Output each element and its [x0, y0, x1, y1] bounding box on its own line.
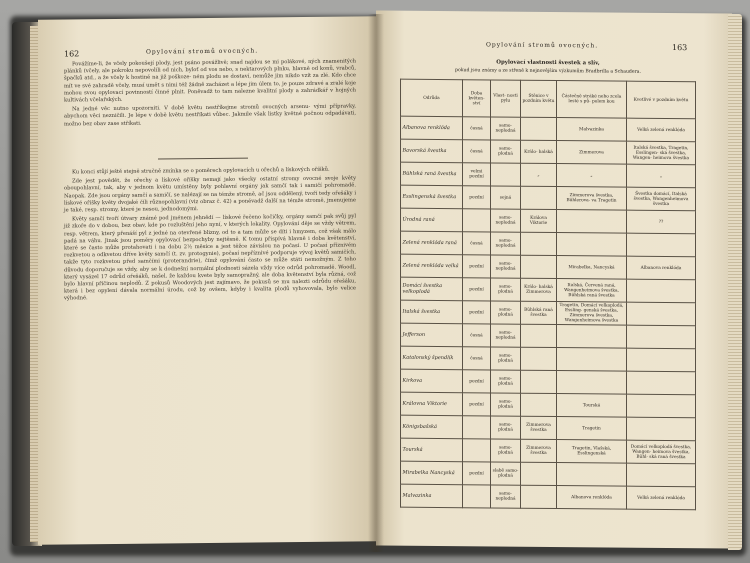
table-cell: [521, 485, 557, 508]
table-row: [401, 277, 696, 303]
table-cell: Tragetin: [557, 417, 627, 441]
table-cell: Italská, Červená raná, Wangenheimova švestka, Bühlská raná švestka: [557, 279, 627, 303]
table-row: [401, 139, 696, 165]
table-row: [401, 162, 696, 188]
left-page: [38, 16, 376, 545]
variety-name-cell: Domácí švestka velkoplodá: [401, 277, 463, 301]
variety-name-cell: Úrodná raná: [401, 208, 463, 232]
table-cell: „: [521, 163, 557, 186]
right-page-edges: [728, 14, 742, 550]
table-cell: Albanova renklóda: [627, 256, 696, 280]
table-cell: [627, 325, 696, 349]
table-cell: [557, 210, 627, 234]
table-row: [401, 461, 696, 487]
table-cell: pozdní: [463, 255, 491, 278]
table-row: [401, 369, 696, 395]
table-cell: samo- plodná: [491, 140, 521, 163]
variety-name-cell: Zelená renklóda raná: [401, 231, 463, 255]
column-header: Stěnice v pozdním květu: [521, 80, 557, 117]
table-cell: Zimmerova švestka: [521, 416, 557, 439]
table-cell: [521, 255, 557, 278]
column-header: Vlast- nosti pylu: [491, 80, 521, 117]
table-cell: Tragetin, Vlašská, Esslingenská: [557, 440, 627, 464]
variety-name-cell: Mirabelka Nancyská: [401, 461, 463, 485]
table-cell: [521, 347, 557, 370]
table-cell: sejná: [491, 186, 521, 209]
table-cell: Králo- halská: [521, 140, 557, 163]
table-cell: samo- neplodná: [491, 255, 521, 278]
table-cell: pozdní: [463, 462, 491, 485]
table-cell: samo- plodná: [491, 439, 521, 462]
variety-name-cell: Albanova renklóda: [401, 116, 463, 140]
variety-name-cell: Královna Viktorie: [401, 392, 463, 416]
pollination-table: [400, 79, 696, 511]
table-cell: [557, 463, 627, 487]
table-cell: časná: [463, 347, 491, 370]
paragraph: Ku konci stůjí ještě stejně stručně zmínka se o poměrech opylovacích u ořechů a lískových oříšků.: [72, 166, 330, 176]
table-cell: Zimmerova švestka, Bühlerova- va Tragetin: [557, 187, 627, 211]
paragraph: Povážíme-li, že včely pokoušejí plody, jest psáno povážlivě; snad najdou se mi polákové, ných znamenitých plánků (včely, ale pokroku nepovolili od nich, byloť od vos nebo, s nektarových plnku, hlavně od konů, vrabců, špačků atd., a že včely k hostině na již poškoze- ném plodu se dostaví, nemůže jim nikdo vzít za zlé. Kdo chce mít ve své zahradě včely, musí umět s nimi též žádně zacházet a lépe jim úlem to, je pouze zdravé a zralé koje mohou svou opylovací povinností činné plnit. Poněvadž to tam nalezne kvalitní plody a zahrádkář v hojných kultivách včelařských.: [64, 58, 356, 104]
table-cell: Domácí velkoplodá švestka, Wangen- heimova švestka, Bühl- ská raná švestka: [627, 440, 696, 464]
table-cell: [491, 163, 521, 186]
table-row: [401, 415, 696, 441]
table-row: [401, 484, 696, 510]
table-cell: pozdní: [463, 370, 491, 393]
table-cell: Mirabelka, Nancyská: [557, 256, 627, 280]
table-row: [401, 208, 696, 234]
paragraph: Zde jest povědět, že ořechy a lískové oříšky nemají jako všecky ostatní stromy ovocné svoje květy oboupohlavní, tak, aby v jednom květu umístěny byly pohlavní orgány jak samčí tak i samičí pohromadě. Naopak. Zde jsou orgány samčí a samičí, se nalézají se na témže stromě, ač jsou oddělený, tvoří tedy ořešáky i lískové oříšky květy dvojaké čili různopohlavní (viz obraz č. 42) a poněvadž další na témže stromě, jmenujeme je také, resp. stromy, které je nesou, jednodomými.: [64, 175, 356, 214]
table-row: [401, 438, 696, 464]
table-cell: [463, 416, 491, 439]
table-cell: pozdní: [463, 278, 491, 301]
table-cell: Zimmerova: [557, 141, 627, 165]
table-cell: [557, 348, 627, 372]
table-cell: Zimmerova švestka: [521, 439, 557, 462]
table-cell: [521, 117, 557, 140]
paragraph: Květy samčí tvoří útvary známé pod jménem jehnědí — lískové řečeno kočičky, orgány samčí pak svůj pyl již zkoře do v dobou, bez obav, kde po rozluštění jeho nyní, v kterých lokality. Opylování děje se vždy větrem, resp. větrem, který přenáší pyl z jedné na otevřené blizny, od to a tam může se díti i hmyzem, což však málo padá na váhu. Jinak jsou poměry opylovací bezpochyby nejtěsně. K tomu přispívá hlavně i doba květenství, které se často může protahovati i na dobu 2½ měsíce a jest těžce závislou na počasí. U počasí příznivém rozkvetou a odkvetou dříve květy samčí (t. zv. protogynie), počasí nepříznivé podporuje vývoj květů samičích, takže tyto rozkvetou před samčími (proterandrie), čímž opylování často se může státi nemožným. Z toho důvodu doporučuje se vždy, aby se k dodnešní normální plodnosti sázela vždy více odrůd pohromadě. Woodl, který vysázel 17 odrůd ořešáků, našel, že každou kvete byly samopražný, ale doba květenství byla různá, což bylo hlavní příčinou neplodů. Z pokusů Woodových jest zajímavo, že pokusů se mu nalezti odrůdu ořešáku, která i bez opylení dávala normální úrodu, což by ovšem, kdyby i kvalita plodů vyhovovala, bylo velice výhodné.: [64, 213, 356, 302]
table-cell: samo- neplodná: [491, 117, 521, 140]
table-cell: [521, 462, 557, 485]
table-cell: Králova Viktorie: [521, 209, 557, 232]
table-cell: časná: [463, 140, 491, 163]
table-cell: [627, 371, 696, 395]
table-cell: časná: [463, 232, 491, 255]
variety-name-cell: Malvazinka: [401, 484, 463, 508]
table-cell: [463, 439, 491, 462]
column-header: Částečně stráké nebo zcela lesté s pů- polem kou: [557, 81, 627, 119]
table-row: [401, 323, 696, 349]
table-cell: pozdní: [463, 186, 491, 209]
left-text-top: [64, 58, 356, 130]
left-text-bottom: [64, 166, 356, 305]
running-head: Opylování stromů ovocných.: [486, 41, 599, 50]
table-cell: Velká zelená renklóda: [627, 486, 696, 510]
book-gutter: [368, 14, 384, 552]
table-cell: Velká zelená renklóda: [627, 118, 696, 142]
table-cell: samo- plodná: [491, 393, 521, 416]
table-cell: Italská švestka, Tragetin, Esslingen- ská švestka, Wangen- heimova švestka: [627, 141, 696, 165]
table-cell: pozdní: [463, 393, 491, 416]
table-cell: samo- plodná: [491, 301, 521, 324]
table-cell: ??: [627, 210, 696, 234]
column-header: Odrůda: [401, 79, 463, 117]
table-cell: samo- neplodná: [491, 324, 521, 347]
section-divider: [158, 158, 248, 160]
table-cell: [521, 324, 557, 347]
table-cell: [627, 233, 696, 257]
table-cell: samo- neplodná: [491, 232, 521, 255]
table-cell: [627, 302, 696, 326]
table-cell: Bühlská raná švestka: [521, 301, 557, 324]
table-cell: [557, 233, 627, 257]
table-row: [401, 116, 696, 142]
table-cell: Švestka domácí, Italská švestka, Wangenheimova švestka: [627, 187, 696, 211]
table-row: [401, 254, 696, 280]
table-cell: časná: [463, 117, 491, 140]
table-cell: pozdní: [463, 301, 491, 324]
variety-name-cell: Esslingenská švestka: [401, 185, 463, 209]
table-cell: Malvazinka: [557, 118, 627, 142]
variety-name-cell: Königsbašská: [401, 415, 463, 439]
table-cell: [557, 371, 627, 395]
variety-name-cell: Kirkova: [401, 369, 463, 393]
variety-name-cell: Bühlská raná švestka: [401, 162, 463, 186]
running-head: Opylování stromů ovocných.: [146, 47, 259, 56]
table-row: [401, 346, 696, 372]
table-cell: Albanova renklóda: [557, 486, 627, 510]
table-row: [401, 300, 696, 326]
variety-name-cell: Italská švestka: [401, 300, 463, 324]
table-cell: samo- neplodná: [491, 209, 521, 232]
table-cell: [521, 393, 557, 416]
table-cell: samo- plodná: [491, 347, 521, 370]
table-cell: [521, 186, 557, 209]
table-cell: Tourská: [557, 394, 627, 418]
table-cell: Králo- halská Zimmerova: [521, 278, 557, 301]
table-cell: [627, 348, 696, 372]
table-cell: samo- plodná: [491, 370, 521, 393]
table-row: [401, 231, 696, 257]
paragraph: Na jedné věc nutno upozorniti. V době květu nestříkejme stromů ovocných arsenu- vými přípravky, abychom věci nezničili. Je lépe v době květu nestříkati vůbec. Jakmile však listky květné počnou odpadávati, možno bez obav zase stříkati.: [64, 103, 356, 128]
table-cell: [627, 417, 696, 441]
table-cell: samo- plodná: [491, 416, 521, 439]
table-subtitle: pokud jsou známy a ze střeně k nejnovějším výzkumům Bradbrilla a Schaudera.: [455, 68, 641, 75]
table-cell: samo- neplodná: [491, 485, 521, 508]
table-row: [401, 392, 696, 418]
table-cell: [627, 394, 696, 418]
table-row: [401, 185, 696, 211]
table-cell: [463, 485, 491, 508]
variety-name-cell: Jefferson: [401, 323, 463, 347]
table-header-row: [401, 79, 696, 119]
table-cell: velmi pozdní: [463, 163, 491, 186]
variety-name-cell: Zelená renklóda velká: [401, 254, 463, 278]
table-cell: Tragetin, Domácí velkoplodá, Essling- genská švestka, Zimmerova švestka, Wangenheimova švestka: [557, 302, 627, 326]
table-cell: [463, 209, 491, 232]
table-cell: „: [627, 164, 696, 188]
table-cell: [521, 370, 557, 393]
table-cell: časná: [463, 324, 491, 347]
table-title: Opylovací vlastnosti švestek a slív,: [496, 59, 600, 67]
table-cell: [627, 463, 696, 487]
column-header: Doba květen- ství: [463, 80, 491, 117]
table-cell: [557, 325, 627, 349]
right-page: [376, 10, 732, 548]
table-cell: slabě samo- plodná: [491, 462, 521, 485]
table-cell: [627, 279, 696, 303]
variety-name-cell: Katalonský špendlík: [401, 346, 463, 370]
page-number: 162: [64, 49, 80, 59]
page-number: 163: [672, 43, 688, 53]
variety-name-cell: Bavorská švestka: [401, 139, 463, 163]
variety-name-cell: Tourská: [401, 438, 463, 462]
table-cell: [521, 232, 557, 255]
table-cell: „: [557, 164, 627, 188]
column-header: Kvetlivé v pozdním květu: [627, 81, 696, 119]
table-cell: samo- plodná: [491, 278, 521, 301]
